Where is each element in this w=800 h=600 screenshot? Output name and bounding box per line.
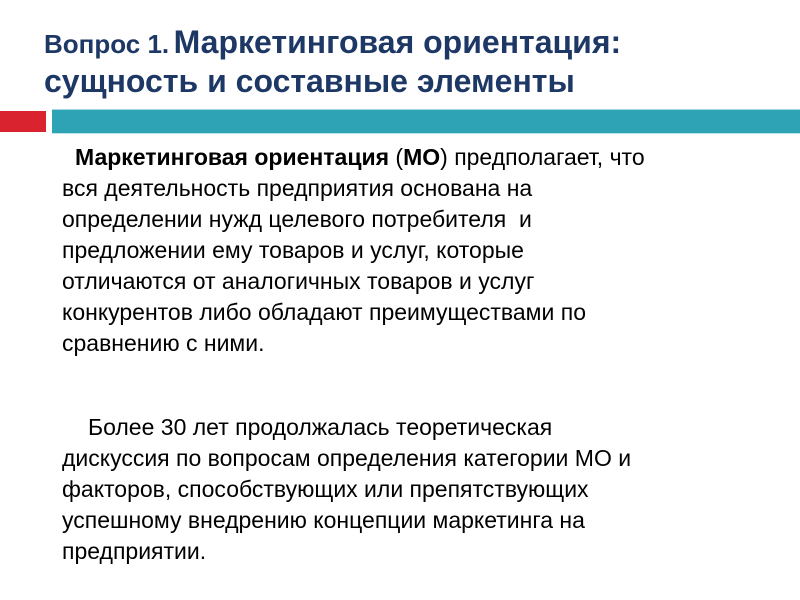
slide-title-prefix: Вопрос 1. [44, 29, 170, 59]
slide-body [62, 142, 762, 567]
text-line: определении нужд целевого потребителя и [62, 206, 532, 232]
body-paragraph-2 [62, 412, 762, 567]
slide-title-line2: сущность и составные элементы [44, 63, 575, 99]
divider-red-block [0, 111, 46, 132]
divider-teal-bar [52, 110, 800, 133]
bold-term-marketing-orientation: Маркетинговая ориентация [75, 144, 390, 170]
body-paragraph-1 [62, 142, 762, 359]
text-line: сравнению с ними. [62, 330, 265, 356]
text-line: отличаются от аналогичных товаров и услуг [62, 268, 535, 294]
text-line [62, 142, 762, 173]
text-line: конкурентов либо обладают преимуществами по [62, 299, 586, 325]
text-line: предприятии. [62, 538, 207, 564]
text-line: факторов, способствующих или препятствующих [62, 476, 589, 502]
slide-title [44, 26, 764, 104]
text-line-fragment: ) предполагает, что [440, 144, 645, 170]
bold-term-mo-abbreviation: МО [403, 144, 441, 170]
text-line: вся деятельность предприятия основана на [62, 175, 533, 201]
text-line-fragment: ( [389, 144, 404, 170]
text-line: успешному внедрению концепции маркетинга на [62, 507, 585, 533]
text-line: дискуссия по вопросам определения категории МО и [62, 445, 632, 471]
text-line: предложении ему товаров и услуг, которые [62, 237, 524, 263]
text-line: Более 30 лет продолжалась теоретическая [88, 414, 553, 440]
slide-title-line1: Маркетинговая ориентация: [173, 24, 622, 60]
